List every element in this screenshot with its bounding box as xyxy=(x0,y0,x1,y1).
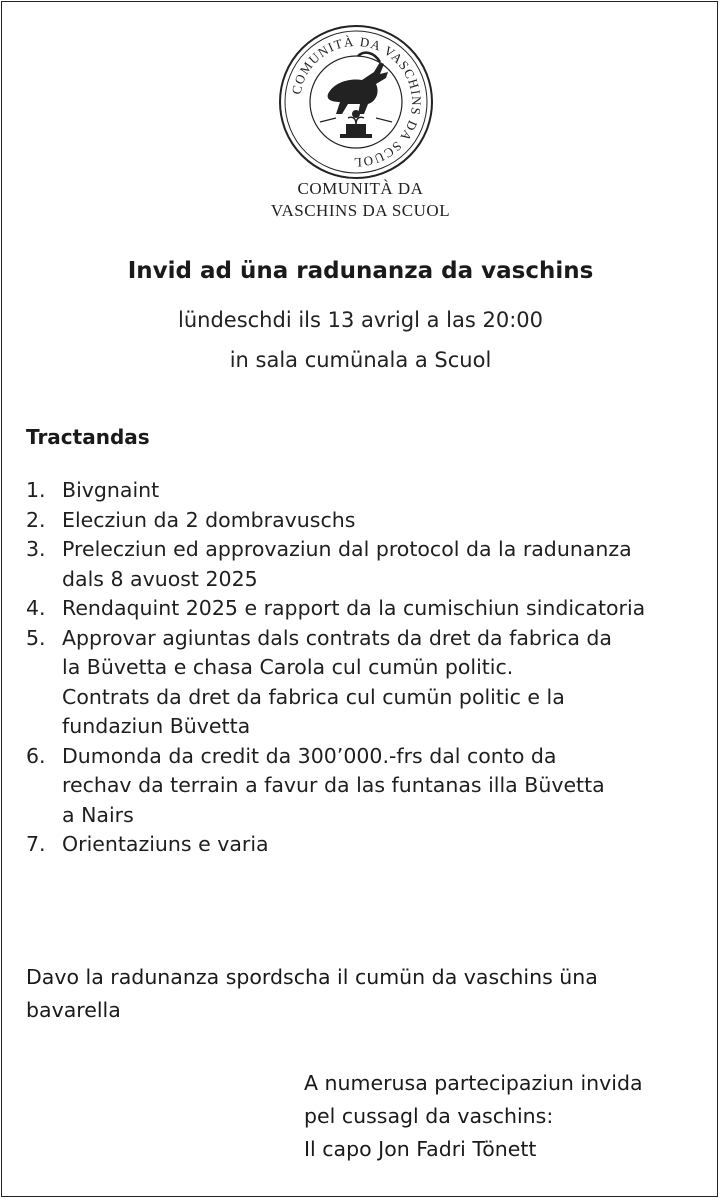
agenda-item xyxy=(26,594,706,624)
agenda-item-text: Dumonda da credit da 300’000.-frs dal conto da xyxy=(62,743,557,768)
agenda-item-number: 4. xyxy=(26,596,46,620)
organization-name-line1: COMUNITÀ DA xyxy=(297,179,424,198)
agenda-list xyxy=(26,476,706,860)
agenda-item-text: Contrats da dret da fabrica cul cumün politic e la xyxy=(62,684,565,709)
agenda-item-text: fundaziun Büvetta xyxy=(62,714,251,738)
agenda-item-text: Prelecziun ed approvaziun dal protocol da la radunanza xyxy=(62,537,632,561)
agenda-item-text: dals 8 avuost 2025 xyxy=(62,566,258,591)
invitation-place: in sala cumünala a Scuol xyxy=(229,348,492,372)
signature-block xyxy=(304,1067,643,1166)
agenda-item xyxy=(26,830,706,860)
agenda-item xyxy=(26,535,706,594)
signature-name: Il capo Jon Fadri Tönett xyxy=(304,1137,537,1161)
agenda-item-number: 6. xyxy=(26,743,46,768)
agenda-item-text: Approvar agiuntas dals contrats da dret da fabrica da xyxy=(62,625,612,650)
agenda-item-number: 1. xyxy=(26,478,46,502)
agenda-item-text: Rendaquint 2025 e rapport da la cumischiun sindicatoria xyxy=(62,596,646,620)
agenda-item-text: rechav da terrain a favur da las funtanas illa Büvetta xyxy=(62,773,605,797)
invitation-date: lündeschdi ils 13 avrigl a las 20:00 xyxy=(177,308,543,332)
seal-ring-text: COMUNITÀ DA VASCHINS DA SCUOL xyxy=(288,33,425,171)
agenda-item xyxy=(26,506,706,536)
agenda-item-text: la Büvetta e chasa Carola cul cumün politic. xyxy=(62,655,514,679)
agenda-item-number: 3. xyxy=(26,537,46,561)
organization-name-line2: VASCHINS DA SCUOL xyxy=(270,201,451,220)
agenda-item xyxy=(26,742,706,831)
agenda-item-text: Elecziun da 2 dombravuschs xyxy=(62,507,356,532)
agenda-item-number: 2. xyxy=(26,507,46,532)
closing-line: bavarella xyxy=(26,998,121,1022)
agenda-item-text: a Nairs xyxy=(62,802,134,827)
signature-line: A numerusa partecipaziun invida xyxy=(304,1071,643,1095)
closing-line: Davo la radunanza spordscha il cumün da vaschins üna xyxy=(26,965,598,989)
agenda-heading: Tractandas xyxy=(26,425,150,449)
agenda-item-text: Orientaziuns e varia xyxy=(62,832,269,856)
agenda-item-number: 5. xyxy=(26,625,46,650)
signature-line: pel cussagl da vaschins: xyxy=(304,1104,554,1128)
agenda-item-text: Bivgnaint xyxy=(62,478,160,502)
invitation-title: Invid ad üna radunanza da vaschins xyxy=(127,258,594,284)
closing-note xyxy=(26,961,706,1027)
agenda-item-number: 7. xyxy=(26,832,46,856)
ibex-fountain-seal-icon xyxy=(276,22,436,182)
agenda-item xyxy=(26,476,706,506)
agenda-item xyxy=(26,624,706,742)
